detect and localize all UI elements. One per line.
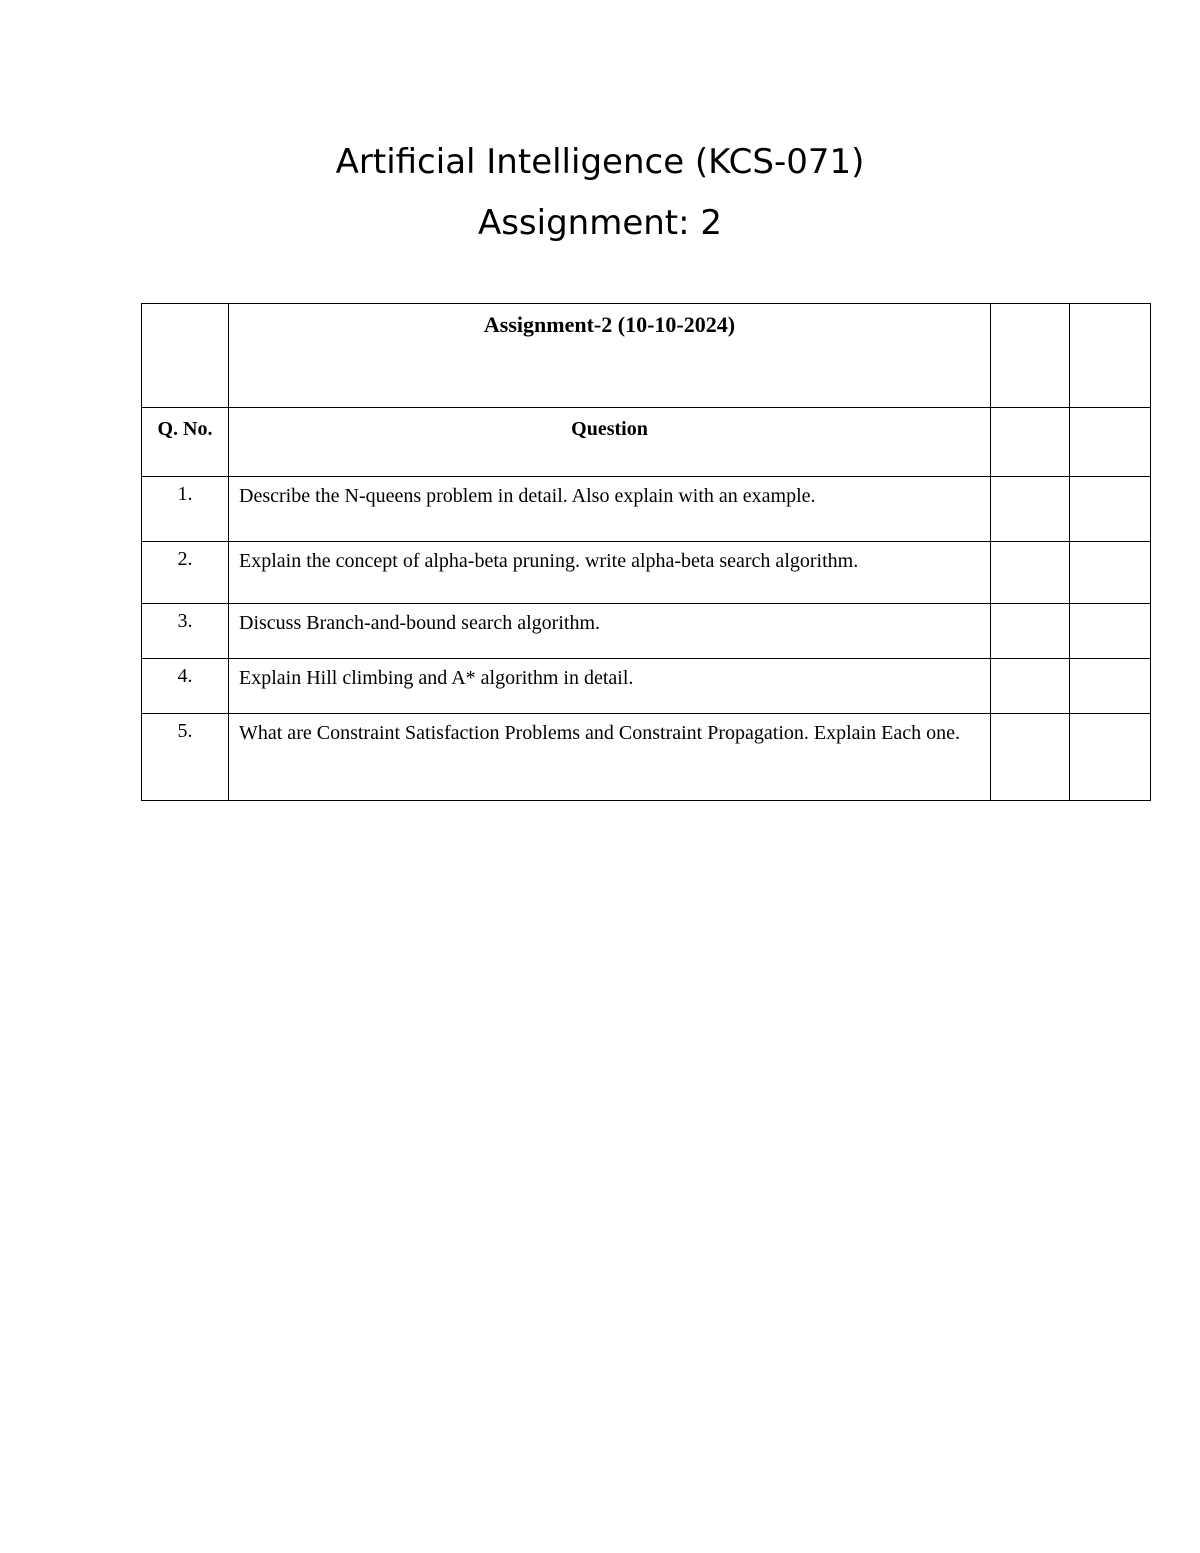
question-text: Describe the N-queens problem in detail. Also explain with an example.	[229, 477, 991, 542]
empty-cell	[142, 304, 229, 408]
empty-cell	[991, 408, 1070, 477]
empty-cell	[1070, 408, 1151, 477]
document-title: Artificial Intelligence (KCS-071)	[335, 142, 865, 182]
document-subtitle: Assignment: 2	[477, 203, 723, 243]
question-text: Explain Hill climbing and A* algorithm in detail.	[229, 659, 991, 714]
assignment-header-title: Assignment-2 (10-10-2024)	[229, 304, 991, 408]
table-row	[142, 477, 1151, 542]
question-number: 5.	[142, 714, 229, 801]
table-row	[142, 714, 1151, 801]
column-header-question: Question	[229, 408, 991, 477]
question-number: 4.	[142, 659, 229, 714]
question-text: Discuss Branch-and-bound search algorithm.	[229, 604, 991, 659]
table-row	[142, 542, 1151, 604]
question-text: What are Constraint Satisfaction Problems and Constraint Propagation. Explain Each one.	[229, 714, 991, 801]
table-header-row	[142, 408, 1151, 477]
question-text: Explain the concept of alpha-beta pruning. write alpha-beta search algorithm.	[229, 542, 991, 604]
question-number: 1.	[142, 477, 229, 542]
assignment-table	[141, 303, 1151, 801]
empty-cell	[1070, 477, 1151, 542]
empty-cell	[991, 659, 1070, 714]
question-number: 3.	[142, 604, 229, 659]
empty-cell	[991, 542, 1070, 604]
empty-cell	[1070, 542, 1151, 604]
empty-cell	[1070, 604, 1151, 659]
empty-cell	[1070, 304, 1151, 408]
table-row	[142, 604, 1151, 659]
empty-cell	[1070, 714, 1151, 801]
table-row	[142, 659, 1151, 714]
empty-cell	[991, 714, 1070, 801]
empty-cell	[1070, 659, 1151, 714]
table-title-row	[142, 304, 1151, 408]
empty-cell	[991, 304, 1070, 408]
empty-cell	[991, 604, 1070, 659]
column-header-qno: Q. No.	[142, 408, 229, 477]
empty-cell	[991, 477, 1070, 542]
question-number: 2.	[142, 542, 229, 604]
